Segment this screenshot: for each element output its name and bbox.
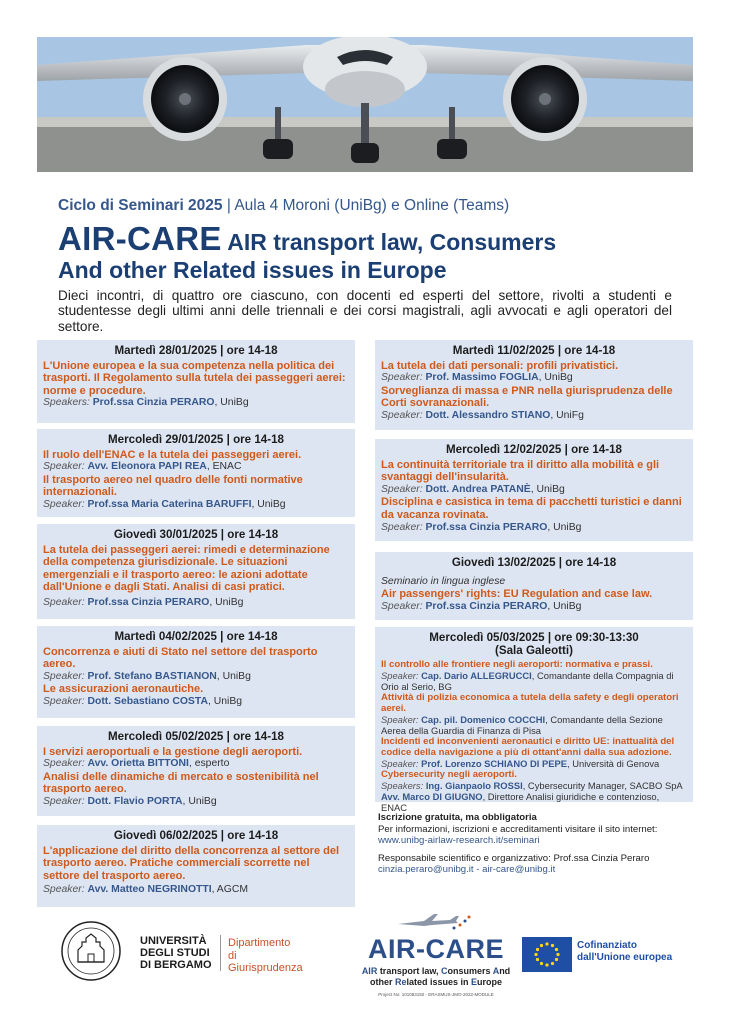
hero-airplane-image bbox=[37, 37, 693, 172]
session-card bbox=[37, 524, 355, 619]
language-note: Seminario in lingua inglese bbox=[381, 575, 506, 587]
session-date: Mercoledì 12/02/2025 | ore 14-18 bbox=[446, 443, 622, 456]
session-topic: Disciplina e casistica in tema di pacchetti turistici e danni da vacanza rovinata. bbox=[381, 496, 682, 521]
title-line1: AIR transport law, Consumers bbox=[221, 229, 557, 255]
session-speaker: Speaker: Cap. pil. Domenico COCCHI, Comandante della Sezione Aerea della Guardia di Finanza di Pisa bbox=[381, 714, 663, 737]
session-card bbox=[375, 627, 693, 814]
acronym-title: AIR-CARE bbox=[58, 220, 222, 257]
series-label: Ciclo di Seminari 2025 bbox=[58, 197, 223, 214]
session-card bbox=[37, 626, 355, 718]
session-topic: Air passengers' rights: EU Regulation and case law. bbox=[381, 588, 653, 601]
session-speaker: Speaker: Dott. Alessandro STIANO, UniFg bbox=[381, 409, 584, 421]
university-crest-icon bbox=[60, 920, 122, 982]
session-topic: L'applicazione del diritto della concorrenza al settore del trasporto aereo. Pratiche commerciali scorrette nel settore del trasporto aereo. bbox=[43, 844, 340, 882]
session-card bbox=[375, 340, 693, 430]
registration-info bbox=[378, 812, 698, 876]
session-topic: La continuità territoriale tra il diritto alla mobilità e gli svantaggi dell'insularità. bbox=[381, 458, 660, 484]
session-topic: Analisi delle dinamiche di mercato e sostenibilità nel trasporto aereo. bbox=[43, 770, 319, 796]
info-text: Per informazioni, iscrizioni e accreditamenti visitare il sito internet: bbox=[378, 823, 658, 835]
intro-paragraph: Dieci incontri, di quattro ore ciascuno, con docenti ed esperti del settore, rivolti a studenti e studentesse degli ultimi anni delle triennali e dei corsi magistrali, agli avvocati e agli operatori del settore. bbox=[58, 288, 672, 334]
session-speaker: Speaker: Cap. Dario ALLEGRUCCI, Comandante della Compagnia di Orio al Serio, BG bbox=[381, 670, 674, 693]
session-speaker: Speaker: Prof. Stefano BASTIANON, UniBg bbox=[43, 670, 251, 682]
session-topic: Cybersecurity negli aeroporti. bbox=[381, 769, 517, 781]
session-speaker: Speaker: Prof.ssa Cinzia PERARO, UniBg bbox=[43, 596, 244, 608]
session-speaker: Speaker: Dott. Sebastiano COSTA, UniBg bbox=[43, 695, 243, 707]
session-date: Martedì 04/02/2025 | ore 14-18 bbox=[114, 630, 278, 643]
session-card bbox=[37, 340, 355, 423]
session-date: Giovedì 30/01/2025 | ore 14-18 bbox=[113, 528, 279, 541]
registration-note: Iscrizione gratuita, ma obbligatoria bbox=[378, 812, 537, 823]
session-card bbox=[37, 429, 355, 517]
session-date: Mercoledì 05/03/2025 | ore 09:30-13:30 bbox=[429, 631, 639, 644]
session-card bbox=[37, 825, 355, 907]
location-label: | Aula 4 Moroni (UniBg) e Online (Teams) bbox=[226, 197, 510, 214]
session-topic: Incidenti ed inconvenienti aeronautici e diritto UE: inattualità del codice della navigazione a più di ottant'anni dalla sua adozione. bbox=[381, 736, 675, 759]
session-speaker: Speaker: Prof.ssa Cinzia PERARO, UniBg bbox=[381, 600, 582, 612]
session-date: Giovedì 06/02/2025 | ore 14-18 bbox=[113, 829, 279, 842]
project-number: Project No: 101083150 - ERASMUS-JMO-2022-MODULE bbox=[378, 992, 494, 997]
session-date: Mercoledì 29/01/2025 | ore 14-18 bbox=[108, 433, 284, 446]
session-speaker: Speaker: Dott. Andrea PATANÈ, UniBg bbox=[381, 483, 565, 495]
session-speaker: Speaker: Avv. Orietta BITTONI, esperto bbox=[43, 758, 230, 770]
logo-tagline: AIR transport law, Consumers And other Related issues in Europe bbox=[361, 966, 511, 987]
session-topic: Sorveglianza di massa e PNR nella giurisprudenza delle Corti sovranazionali. bbox=[381, 384, 673, 410]
session-speaker: Avv. Marco DI GIUGNO, Direttore Analisi giuridiche e contenzioso, ENAC bbox=[381, 791, 660, 814]
session-topic: Il trasporto aereo nel quadro delle fonti normative internazionali. bbox=[43, 473, 303, 499]
university-name: UNIVERSITÀ DEGLI STUDI DI BERGAMO bbox=[140, 935, 221, 971]
session-room: (Sala Galeotti) bbox=[495, 643, 573, 657]
website-link[interactable]: www.unibg-airlaw-research.it/seminari bbox=[378, 835, 540, 847]
airplane-icon bbox=[394, 912, 474, 934]
eu-flag-icon bbox=[522, 937, 572, 972]
eu-cofunding-text: Cofinanziato dall'Unione europea bbox=[577, 940, 673, 963]
responsible-text: Responsabile scientifico e organizzativo: Prof.ssa Cinzia Peraro bbox=[378, 852, 650, 864]
main-title bbox=[58, 220, 556, 258]
session-speaker: Speaker: Prof. Massimo FOGLIA, UniBg bbox=[381, 372, 573, 384]
session-topic: La tutela dei dati personali: profili privatistici. bbox=[381, 359, 619, 372]
session-speaker: Speakers: Prof.ssa Cinzia PERARO, UniBg bbox=[43, 397, 249, 409]
session-speaker: Speaker: Dott. Flavio PORTA, UniBg bbox=[43, 795, 217, 807]
session-speaker: Speaker: Avv. Matteo NEGRINOTTI, AGCM bbox=[43, 884, 248, 896]
session-card bbox=[37, 726, 355, 816]
session-speaker: Speaker: Avv. Eleonora PAPI REA, ENAC bbox=[43, 461, 242, 473]
session-topic: La tutela dei passeggeri aerei: rimedi e determinazione della competenza giurisdizionale. Le situazioni emergenziali e il trasporto aereo: le azioni adottate dall'Unione e dagli Stati. Analisi di casi pratici. bbox=[43, 543, 330, 594]
session-speaker: Speaker: Prof.ssa Cinzia PERARO, UniBg bbox=[381, 521, 582, 533]
logo-title: AIR-CARE bbox=[368, 934, 504, 964]
air-care-logo bbox=[356, 912, 516, 1004]
session-topic: L'Unione europea e la sua competenza nella politica dei trasporti. Il Regolamento sulla tutela dei passeggeri aerei: norme e procedure. bbox=[43, 359, 346, 397]
seminar-series-line bbox=[58, 197, 509, 215]
session-date: Martedì 11/02/2025 | ore 14-18 bbox=[452, 344, 616, 357]
title-line2: And other Related issues in Europe bbox=[58, 257, 447, 283]
session-topic: Il controllo alle frontiere negli aeroporti: normativa e prassi. bbox=[381, 659, 653, 671]
session-date: Giovedì 13/02/2025 | ore 14-18 bbox=[451, 556, 617, 569]
session-topic: Concorrenza e aiuti di Stato nel settore del trasporto aereo. bbox=[43, 645, 318, 671]
email-links[interactable]: cinzia.peraro@unibg.it - air-care@unibg.it bbox=[378, 864, 556, 876]
session-topic: Le assicurazioni aeronautiche. bbox=[43, 683, 204, 696]
university-logo bbox=[60, 920, 310, 984]
session-card bbox=[375, 552, 693, 620]
session-date: Mercoledì 05/02/2025 | ore 14-18 bbox=[108, 730, 284, 743]
session-speaker: Speakers: Ing. Gianpaolo ROSSI, Cybersecurity Manager, SACBO SpA bbox=[381, 780, 683, 792]
session-date: Martedì 28/01/2025 | ore 14-18 bbox=[114, 344, 278, 357]
session-topic: Il ruolo dell'ENAC e la tutela dei passeggeri aerei. bbox=[43, 448, 302, 461]
session-topic: I servizi aeroportuali e la gestione degli aeroporti. bbox=[43, 745, 303, 758]
session-topic: Attività di polizia economica a tutela della safety e degli operatori aerei. bbox=[381, 692, 679, 715]
session-card bbox=[375, 439, 693, 541]
session-speaker: Speaker: Prof. Lorenzo SCHIANO DI PEPE, Università di Genova bbox=[381, 758, 660, 770]
department-name: Dipartimento di Giurisprudenza bbox=[228, 937, 303, 974]
session-speaker: Speaker: Prof.ssa Maria Caterina BARUFFI, UniBg bbox=[43, 498, 286, 510]
